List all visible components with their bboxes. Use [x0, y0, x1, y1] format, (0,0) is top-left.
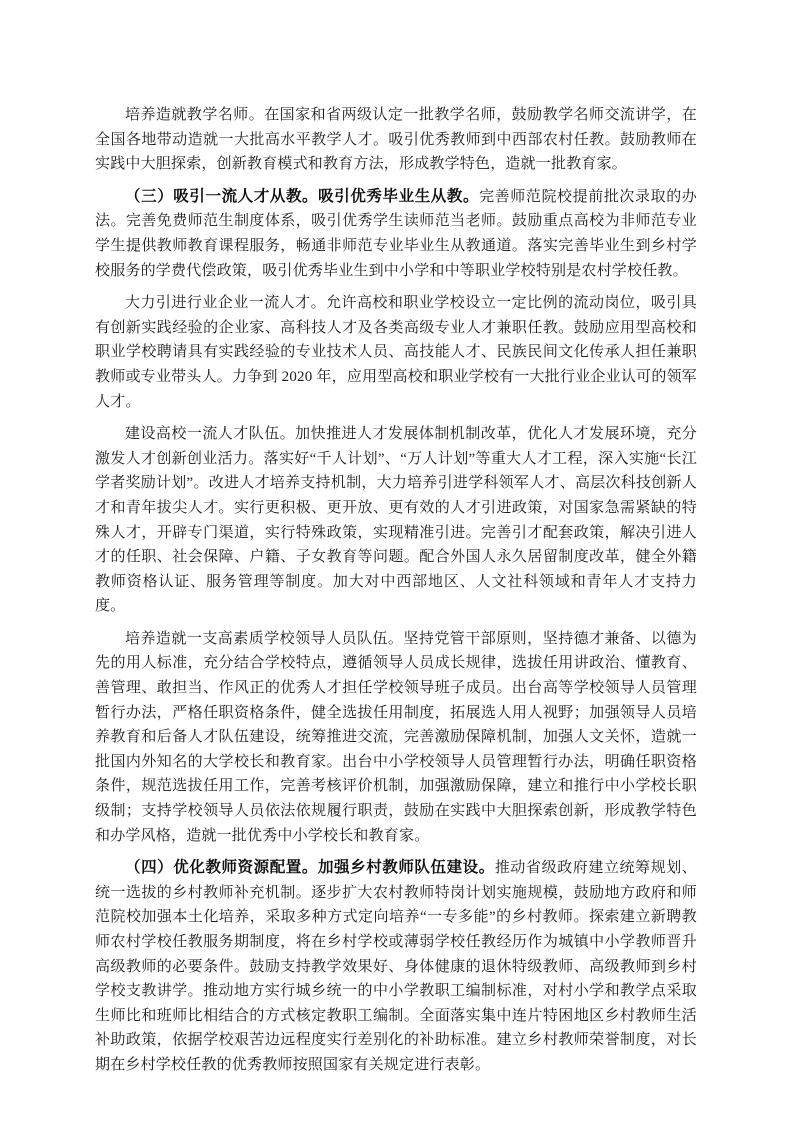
paragraph [95, 856, 697, 1077]
body-text-run: 完善师范院校提前批次录取的办法。完善免费师范生制度体系，吸引优秀学生读师范当老师。鼓励重点高校为非师范专业学生提供教师教育课程服务，畅通非师范专业毕业生从教通道。落实完善毕业生到乡村学校服务的学费代偿政策，吸引优秀毕业生到中小学和中等职业学校特别是农村学校任教。 [95, 188, 697, 279]
body-text-run: 大力引进行业企业一流人才。允许高校和职业学校设立一定比例的流动岗位，吸引具有创新实践经验的企业家、高科技人才及各类高级专业人才兼职任教。鼓励应用型高校和职业学校聘请具有实践经验的专业技术人员、高技能人才、民族民间文化传承人担任兼职教师或专业带头人。力争到 2020 年，应用型高校和职业学校有一大批行业企业认可的领军人才。 [95, 295, 697, 410]
body-text-run: 培养造就教学名师。在国家和省两级认定一批教学名师，鼓励教学名师交流讲学，在全国各地带动造就一大批高水平教学人才。吸引优秀教师到中西部农村任教。鼓励教师在实践中大胆探索，创新教育模式和教育方法，形成教学特色，造就一批教育家。 [95, 107, 697, 173]
body-text-run: 建设高校一流人才队伍。加快推进人才发展体制机制改革，优化人才发展环境，充分激发人才创新创业活力。落实好“千人计划”、“万人计划”等重大人才工程，深入实施“长江学者奖励计划”。改进人才培养支持机制，大力培养引进学科领军人才、高层次科技创新人才和青年拔尖人才。实行更积极、更开放、更有效的人才引进政策，对国家急需紧缺的特殊人才，开辟专门渠道，实行特殊政策，实现精准引进。完善引才配套政策，解决引进人才的任职、社会保障、户籍、子女教育等问题。配合外国人永久居留制度改革，健全外籍教师资格认证、服务管理等制度。加大对中西部地区、人文社科领域和青年人才支持力度。 [95, 426, 697, 615]
document-body [95, 103, 697, 1078]
section-heading-run: （三）吸引一流人才从教。吸引优秀毕业生从教。 [125, 187, 480, 205]
paragraph [95, 291, 697, 414]
paragraph [95, 103, 697, 177]
section-heading-run: （四）优化教师资源配置。加强乡村教师队伍建设。 [125, 859, 495, 877]
body-text-run: 培养造就一支高素质学校领导人员队伍。坚持党管干部原则，坚持德才兼备、以德为先的用人标准，充分结合学校特点，遵循领导人员成长规律，选拔任用讲政治、懂教育、善管理、敢担当、作风正的优秀人才担任学校领导班子成员。出台高等学校领导人员管理暂行办法，严格任职资格条件，健全选拔任用制度，拓展选人用人视野；加强领导人员培养教育和后备人才队伍建设，统筹推进交流，完善激励保障机制，加强人文关怀，造就一批国内外知名的大学校长和教育家。出台中小学校领导人员管理暂行办法，明确任职资格条件，规范选拔任用工作，完善考核评价机制，加强激励保障，建立和推行中小学校长职级制；支持学校领导人员依法依规履行职责，鼓励在实践中大胆探索创新，形成教学特色和办学风格，造就一批优秀中小学校长和教育家。 [95, 630, 697, 844]
paragraph [95, 185, 697, 283]
paragraph [95, 422, 697, 619]
body-text-run: 推动省级政府建立统筹规划、统一选拔的乡村教师补充机制。逐步扩大农村教师特岗计划实施规模，鼓励地方政府和师范院校加强本土化培养，采取多种方式定向培养“一专多能”的乡村教师。探索建立新聘教师农村学校任教服务期制度，将在乡村学校或薄弱学校任教经历作为城镇中小学教师晋升高级教师的必要条件。鼓励支持教学效果好、身体健康的退休特级教师、高级教师到乡村学校支教讲学。推动地方实行城乡统一的中小学教职工编制标准，对村小学和教学点采取生师比和班师比相结合的方式核定教职工编制。全面落实集中连片特困地区乡村教师生活补助政策，依据学校艰苦边远程度实行差别化的补助标准。建立乡村教师荣誉制度，对长期在乡村学校任教的优秀教师按照国家有关规定进行表彰。 [95, 860, 697, 1073]
paragraph [95, 627, 697, 848]
